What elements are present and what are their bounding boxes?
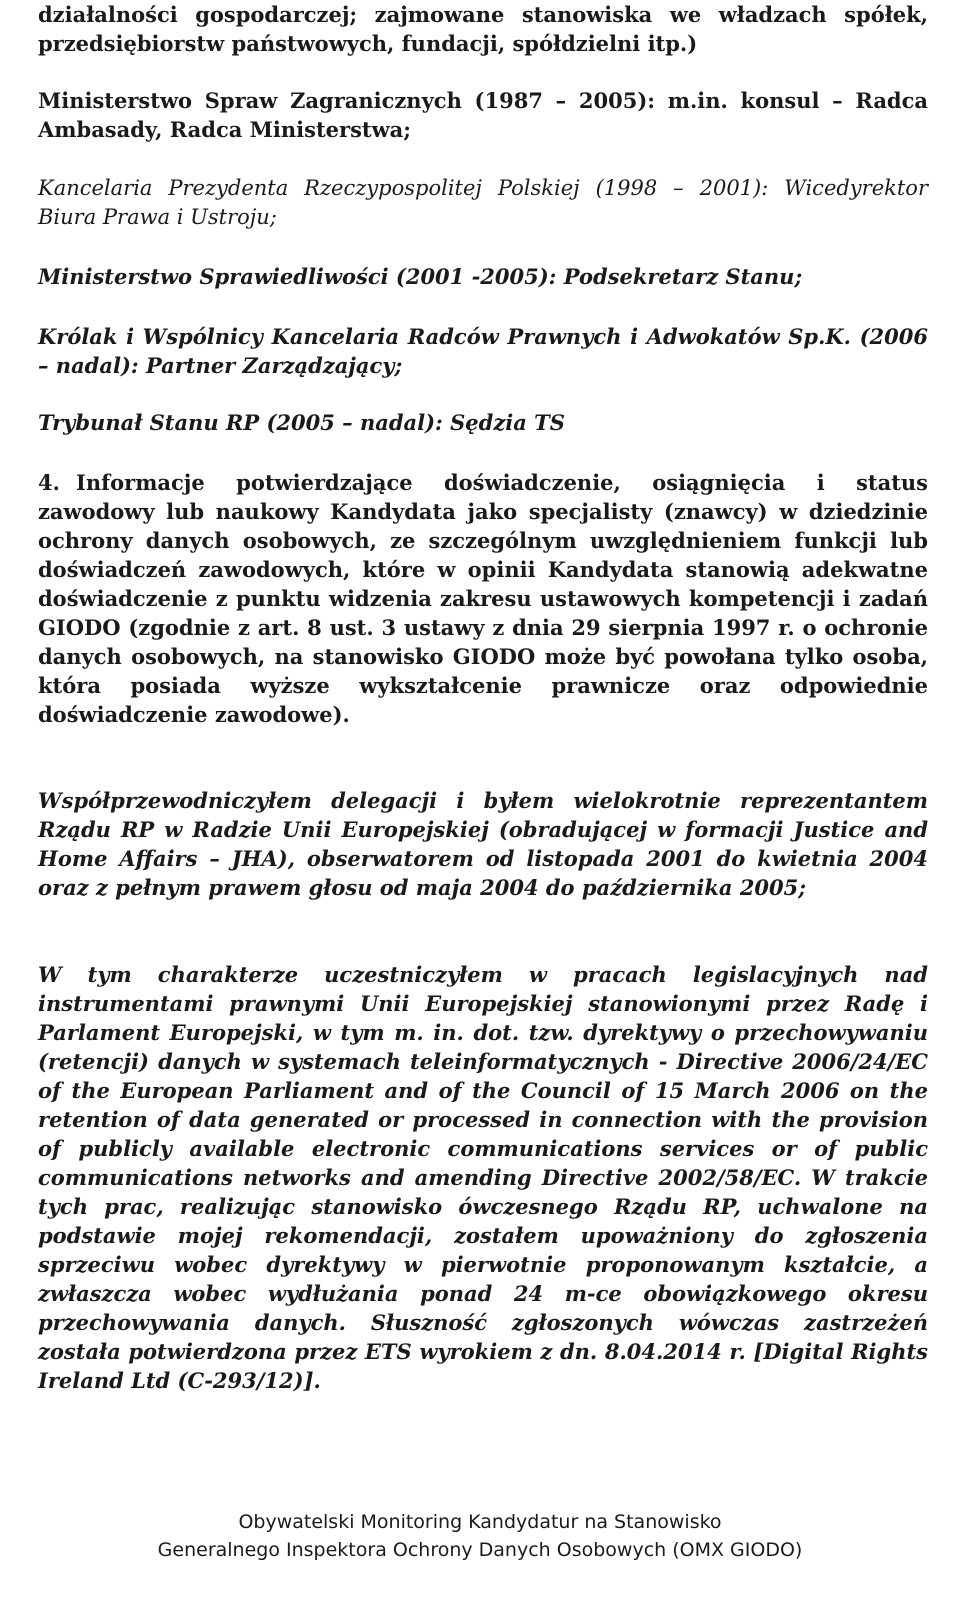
page-footer — [0, 1508, 960, 1564]
list-number: 4. — [38, 470, 60, 495]
footer-line-1: Obywatelski Monitoring Kandydatur na Stanowisko — [238, 1511, 722, 1533]
paragraph-msz: Ministerstwo Spraw Zagranicznych (1987 – 2005): m.in. konsul – Radca Ambasady, Radca Ministerstwa; — [38, 88, 928, 142]
paragraph-ms: Ministerstwo Sprawiedliwości (2001 -2005): Podsekretarz Stanu; — [38, 264, 803, 289]
paragraph-top: działalności gospodarczej; zajmowane stanowiska we władzach spółek, przedsiębiorstw państwowych, fundacji, spółdzielni itp.) — [38, 2, 928, 56]
item4-text: Informacje potwierdzające doświadczenie, osiągnięcia i status zawodowy lub naukowy Kandydata jako specjalisty (znawcy) w dziedzinie ochrony danych osobowych, ze szczególnym uwzględnieniem funkcji lub doświadczeń zawodowych, które w opinii Kandydata stanowią adekwatne doświadczenie z punktu widzenia zakresu ustawowych kompetencji i zadań GIODO (zgodnie z art. 8 ust. 3 ustawy z dnia 29 sierpnia 1997 r. o ochronie danych osobowych, na stanowisko GIODO może być powołana tylko osoba, która posiada wyższe wykształcenie prawnicze oraz odpowiednie doświadczenie zawodowe). — [38, 470, 928, 727]
footer-line-2: Generalnego Inspektora Ochrony Danych Osobowych (OMX GIODO) — [157, 1539, 803, 1561]
paragraph-kprp: Kancelaria Prezydenta Rzeczypospolitej Polskiej (1998 – 2001): Wicedyrektor Biura Prawa i Ustroju; — [38, 176, 928, 229]
answer-paragraph-2: W tym charakterze uczestniczyłem w pracach legislacyjnych nad instrumentami prawnymi Unii Europejskiej stanowionymi przez Radę i Parlament Europejski, w tym m. in. dot. tzw. dyrektywy o przechowywaniu (retencji) danych w systemach teleinformatycznych - Directive 2006/24/EC of the European Parliament and of the Council of 15 March 2006 on the retention of data generated or processed in connection with the provision of publicly available electronic communications services or of public communications networks and amending Directive 2002/58/EC. W trakcie tych prac, realizując stanowisko ówczesnego Rządu RP, uchwalone na podstawie mojej rekomendacji, zostałem upoważniony do zgłoszenia sprzeciwu wobec dyrektywy w pierwotnie proponowanym kształcie, a zwłaszcza wobec wydłużania ponad 24 m-ce obowiązkowego okresu przechowywania danych. Słuszność zgłoszonych wówczas zastrzeżeń została potwierdzona przez ETS wyrokiem z dn. 8.04.2014 r. [Digital Rights Ireland Ltd (C-293/12)]. — [38, 962, 928, 1393]
paragraph-krolak: Królak i Wspólnicy Kancelaria Radców Prawnych i Adwokatów Sp.K. (2006 – nadal): Partner Zarządzający; — [38, 324, 928, 378]
paragraph-ts: Trybunał Stanu RP (2005 – nadal): Sędzia TS — [38, 410, 565, 435]
list-item-4 — [38, 468, 928, 729]
answer-paragraph-1: Współprzewodniczyłem delegacji i byłem wielokrotnie reprezentantem Rządu RP w Radzie Unii Europejskiej (obradującej w formacji Justice and Home Affairs – JHA), obserwatorem od listopada 2001 do kwietnia 2004 oraz z pełnym prawem głosu od maja 2004 do października 2005; — [38, 788, 928, 900]
